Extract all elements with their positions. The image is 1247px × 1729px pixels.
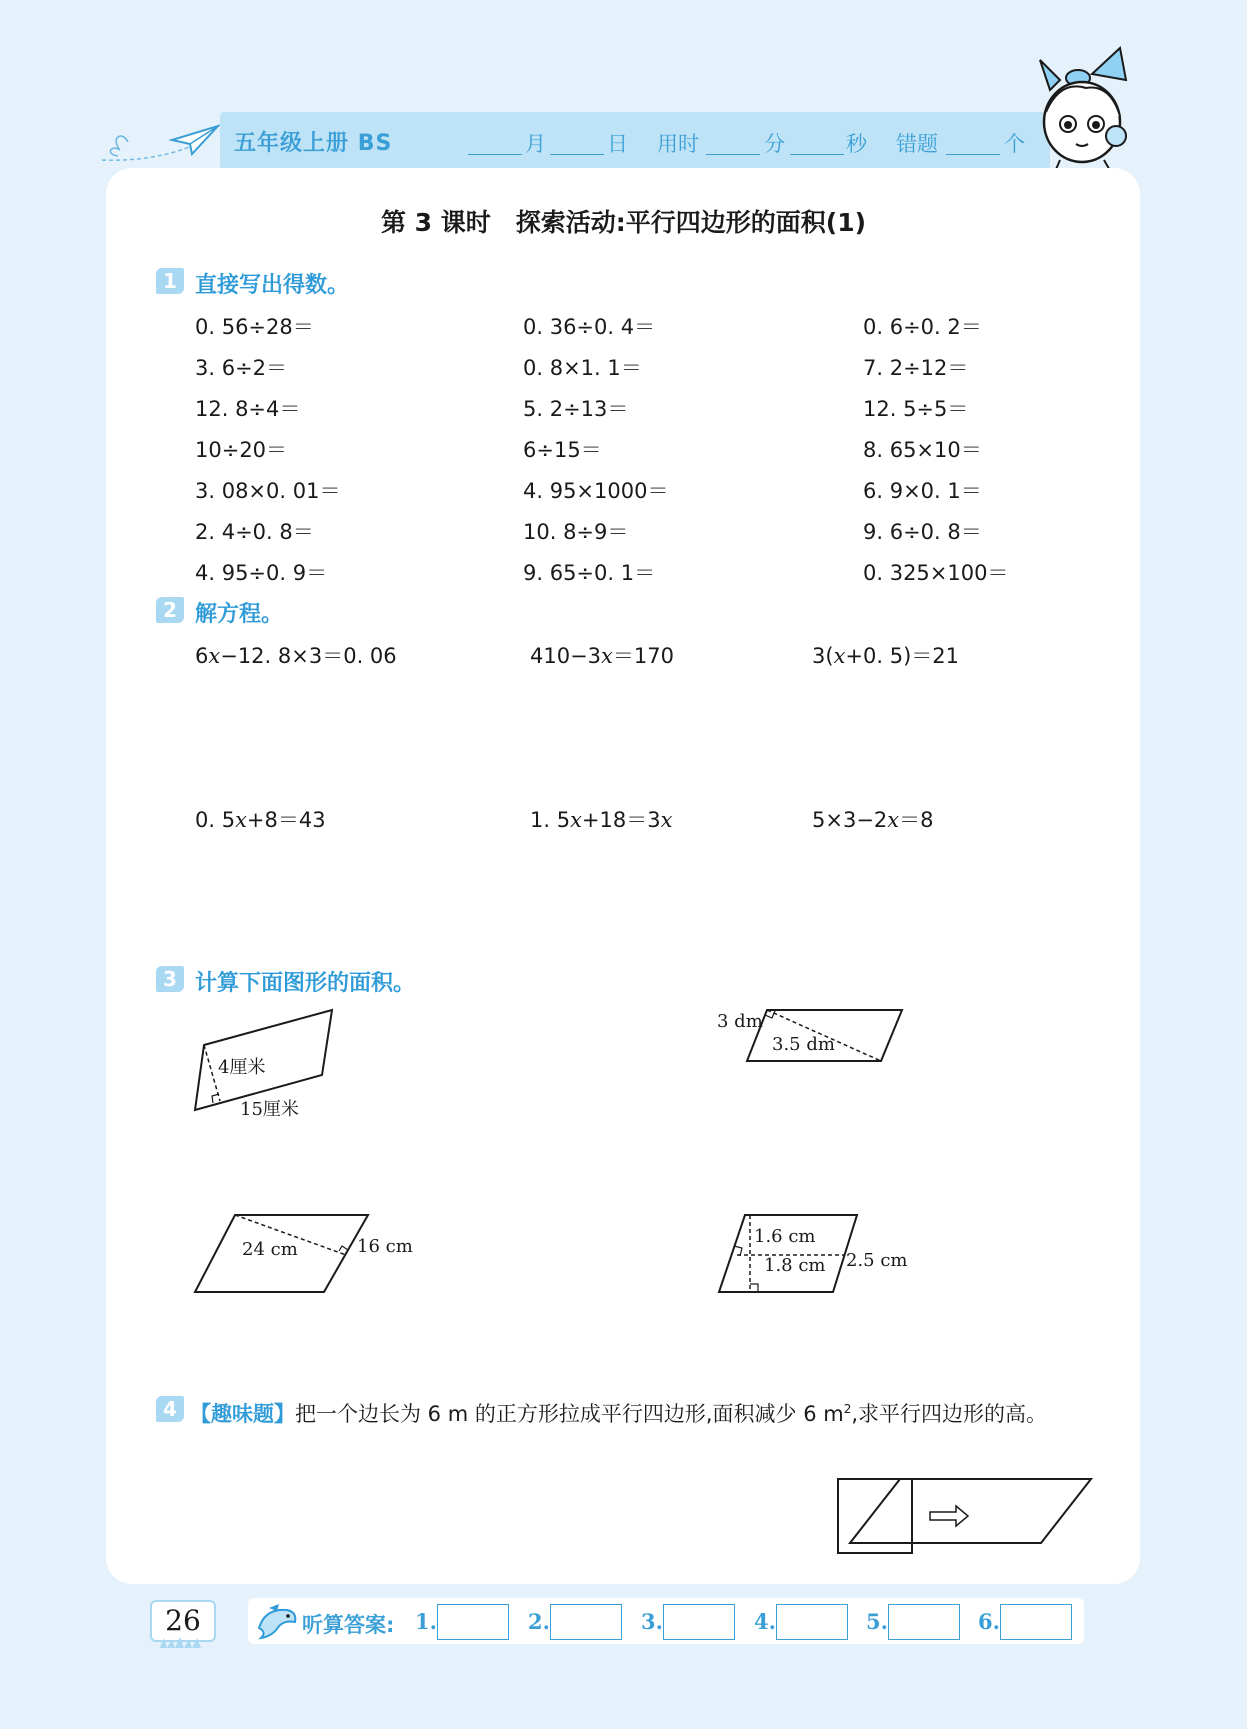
section-4-number: 4 [156,1396,184,1422]
mental-math-item-18: 9. 6÷0. 8＝ [863,520,982,544]
answer-box-1[interactable] [437,1604,509,1640]
errors-label: 错题 [896,132,938,156]
answer-number-1: 1. [415,1609,437,1634]
fun-question-tag: 【趣味题】 [190,1402,295,1426]
mental-math-item-20: 9. 65÷0. 1＝ [523,561,656,585]
answer-box-2[interactable] [550,1604,622,1640]
section-2-number: 2 [156,597,184,623]
section-1-title: 直接写出得数。 [195,273,350,298]
section-1-number: 1 [156,268,184,294]
mental-math-item-4: 3. 6÷2＝ [195,356,288,380]
mental-math-item-15: 6. 9×0. 1＝ [863,479,982,503]
answer-box-4[interactable] [776,1604,848,1640]
grade-label: 五年级上册 BS [234,131,393,156]
answer-box-6[interactable] [1000,1604,1072,1640]
equation-2: 410−3x＝170 [530,644,674,668]
mental-math-item-5: 0. 8×1. 1＝ [523,356,642,380]
mental-math-item-19: 4. 95÷0. 9＝ [195,561,328,585]
mental-math-item-3: 0. 6÷0. 2＝ [863,315,982,339]
lesson-title: 第 3 课时 探索活动:平行四边形的面积(1) [380,208,867,237]
answer-box-5[interactable] [888,1604,960,1640]
mental-math-item-2: 0. 36÷0. 4＝ [523,315,656,339]
equation-1: 6x−12. 8×3＝0. 06 [195,644,397,668]
page-number: 26 [150,1600,216,1642]
mental-math-item-1: 0. 56÷28＝ [195,315,314,339]
section-2-title: 解方程。 [195,602,284,627]
mental-math-item-12: 8. 65×10＝ [863,438,982,462]
fig4-h1-label: 1.6 cm [754,1226,816,1247]
equation-4: 0. 5x+8＝43 [195,808,326,832]
square-to-parallelogram-figure [834,1475,1094,1557]
equation-5: 1. 5x+18＝3x [530,808,673,832]
mental-math-item-16: 2. 4÷0. 8＝ [195,520,314,544]
fun-question-text: 【趣味题】把一个边长为 6 m 的正方形拉成平行四边形,面积减少 6 $m^2$,求平行四边形的高。 [190,1402,1048,1426]
equation-3: 3(x+0. 5)＝21 [812,644,959,668]
answer-box-3[interactable] [663,1604,735,1640]
answer-number-3: 3. [641,1609,663,1634]
grass-icon [158,1636,204,1648]
seconds-label: 秒 [846,132,867,156]
section-3-title: 计算下面图形的面积。 [195,971,416,996]
equation-6: 5×3−2x＝8 [812,808,934,832]
fig1-base-label: 15厘米 [240,1099,299,1120]
month-blank [468,154,522,155]
answers-label: 听算答案: [302,1613,395,1637]
mental-math-item-8: 5. 2÷13＝ [523,397,629,421]
mental-math-item-14: 4. 95×1000＝ [523,479,669,503]
answer-number-6: 6. [978,1609,1000,1634]
seconds-blank [790,154,844,155]
month-label: 月 [525,132,546,156]
mental-math-item-13: 3. 08×0. 01＝ [195,479,341,503]
mental-math-item-10: 10÷20＝ [195,438,288,462]
paper-plane-icon [92,120,222,168]
parallelogram-figure-4 [715,1210,860,1296]
minutes-label: 分 [764,132,785,156]
minutes-blank [706,154,760,155]
mental-math-item-21: 0. 325×100＝ [863,561,1009,585]
answer-number-2: 2. [528,1609,550,1634]
fig3-side-label: 16 cm [357,1236,413,1257]
mental-math-item-11: 6÷15＝ [523,438,602,462]
time-used-label: 用时 [657,132,699,156]
fig4-side-label: 2.5 cm [846,1250,908,1271]
mental-math-item-7: 12. 8÷4＝ [195,397,301,421]
day-label: 日 [607,132,628,156]
dolphin-icon [255,1602,299,1642]
answer-number-4: 4. [754,1609,776,1634]
mental-math-item-9: 12. 5÷5＝ [863,397,969,421]
answer-number-5: 5. [866,1609,888,1634]
fig4-h2-label: 1.8 cm [764,1255,826,1276]
mental-math-item-6: 7. 2÷12＝ [863,356,969,380]
mental-math-item-17: 10. 8÷9＝ [523,520,629,544]
girl-mascot-icon [1030,40,1150,174]
day-blank [550,154,604,155]
fig3-diag-label: 24 cm [242,1239,298,1260]
fig2-base-label: 3.5 dm [772,1034,835,1055]
errors-blank [946,154,1000,155]
fig1-height-label: 4厘米 [218,1057,266,1078]
count-label: 个 [1004,132,1025,156]
section-3-number: 3 [156,966,184,992]
fig2-height-label: 3 dm [717,1011,763,1032]
